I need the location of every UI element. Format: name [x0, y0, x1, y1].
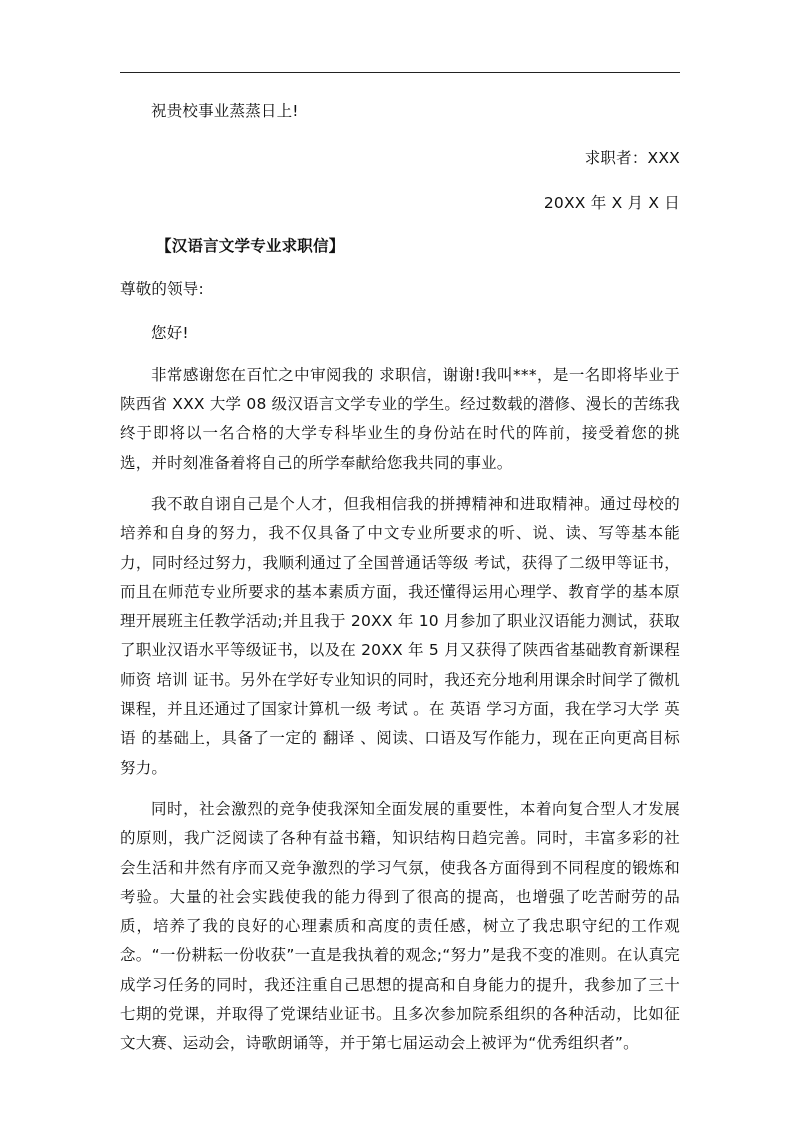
body-paragraph-2: 我不敢自诩自己是个人才，但我相信我的拼搏精神和进取精神。通过母校的培养和自身的努力，我不仅具备了中文专业所要求的听、说、读、写等基本能力，同时经过努力，我顺利通过了全国普通话等级 考试，获得了二级甲等证书，而且在师范专业所要求的基本素质方面，我还懂得运用心理学、教育学的基本原理开展班主任教学活动;并且我于 20XX 年 10 月参加了职业汉语能力测试，获取了职业汉语水平等级证书，以及在 20XX 年 5 月又获得了陕西省基础教育新课程师资 培训 证书。另外在学好专业知识的同时，我还充分地利用课余时间学了微机课程，并且还通过了国家计算机一级 考试 。在 英语 学习方面，我在学习大学 英语 的基础上，具备了一定的 翻译 、阅读、口语及写作能力，现在正向更高目标努力。 [120, 494, 680, 777]
signature-line: 求职者：XXX [584, 149, 680, 168]
closing-line: 祝贵校事业蒸蒸日上! [151, 102, 299, 120]
body-paragraph-3: 同时，社会激烈的竞争使我深知全面发展的重要性，本着向复合型人才发展的原则，我广泛阅读了各种有益书籍，知识结构日趋完善。同时，丰富多彩的社会生活和井然有序而又竞争激烈的学习气氛，使我各方面得到不同程度的锻炼和考验。大量的社会实践使我的能力得到了很高的提高，也增强了吃苦耐劳的品质，培养了我的良好的心理素质和高度的责任感，树立了我忠职守纪的工作观念。“一份耕耘一份收获”一直是我执着的观念;“努力”是我不变的准则。在认真完成学习任务的同时，我还注重自己思想的提高和自身能力的提升，我参加了三十七期的党课，并取得了党课结业证书。且多次参加院系组织的各种活动，比如征文大赛、运动会，诗歌朗诵等，并于第七届运动会上被评为“优秀组织者”。 [120, 799, 680, 1053]
letter-title: 【汉语言文学专业求职信】 [156, 236, 345, 255]
letter-body [120, 97, 680, 1071]
header-rule [120, 72, 680, 73]
greeting: 您好! [151, 324, 189, 343]
salutation: 尊敬的领导: [120, 280, 204, 299]
body-paragraph-1: 非常感谢您在百忙之中审阅我的 求职信，谢谢!我叫***，是一名即将毕业于陕西省 XXX 大学 08 级汉语言文学专业的学生。经过数载的潜修、漫长的苦练我终于即将以一名合格的大学专科毕业生的身份站在时代的阵前，接受着您的挑选，并时刻准备着将自己的所学奉献给您我共同的事业。 [120, 365, 680, 472]
date-line: 20XX 年 X 月 X 日 [543, 193, 680, 212]
